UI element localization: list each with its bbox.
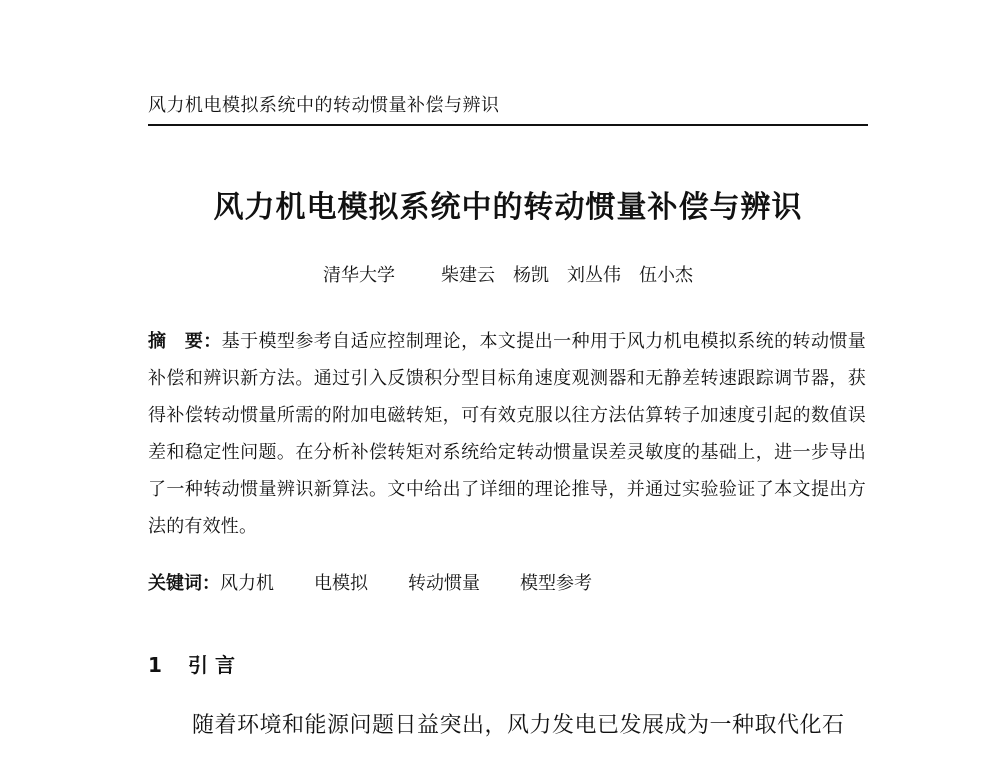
section-title: 引 言	[188, 653, 235, 677]
abstract-text: 基于模型参考自适应控制理论，本文提出一种用于风力机电模拟系统的转动惯量补偿和辨识新方法。通过引入反馈积分型目标角速度观测器和无静差转速跟踪调节器，获得补偿转动惯量所需的附加电磁转矩，可有效克服以往方法估算转子加速度引起的数值误差和稳定性问题。在分析补偿转矩对系统给定转动惯量误差灵敏度的基础上，进一步导出了一种转动惯量辨识新算法。文中给出了详细的理论推导，并通过实验验证了本文提出方法的有效性。	[148, 331, 866, 537]
keyword: 电模拟	[314, 573, 368, 594]
abstract-label: 摘 要：	[148, 331, 222, 352]
running-head: 风力机电模拟系统中的转动惯量补偿与辨识	[148, 95, 500, 116]
section-heading	[148, 650, 448, 680]
keyword: 转动惯量	[408, 573, 480, 594]
paper-title: 风力机电模拟系统中的转动惯量补偿与辨识	[213, 190, 803, 225]
abstract	[148, 323, 866, 545]
author-name: 伍小杰	[639, 265, 693, 286]
keyword: 风力机	[220, 573, 274, 594]
body-paragraph: 随着环境和能源问题日益突出，风力发电已发展成为一种取代化石	[192, 713, 845, 738]
header-rule	[148, 124, 868, 126]
author-name: 柴建云	[441, 265, 495, 286]
section-number: 1	[148, 653, 162, 677]
keywords	[148, 568, 866, 600]
keyword: 模型参考	[520, 573, 592, 594]
author-name: 杨凯	[513, 265, 549, 286]
author-line	[148, 262, 868, 290]
keywords-label: 关键词：	[148, 573, 220, 594]
author-name: 刘丛伟	[567, 265, 621, 286]
affiliation: 清华大学	[323, 265, 395, 286]
